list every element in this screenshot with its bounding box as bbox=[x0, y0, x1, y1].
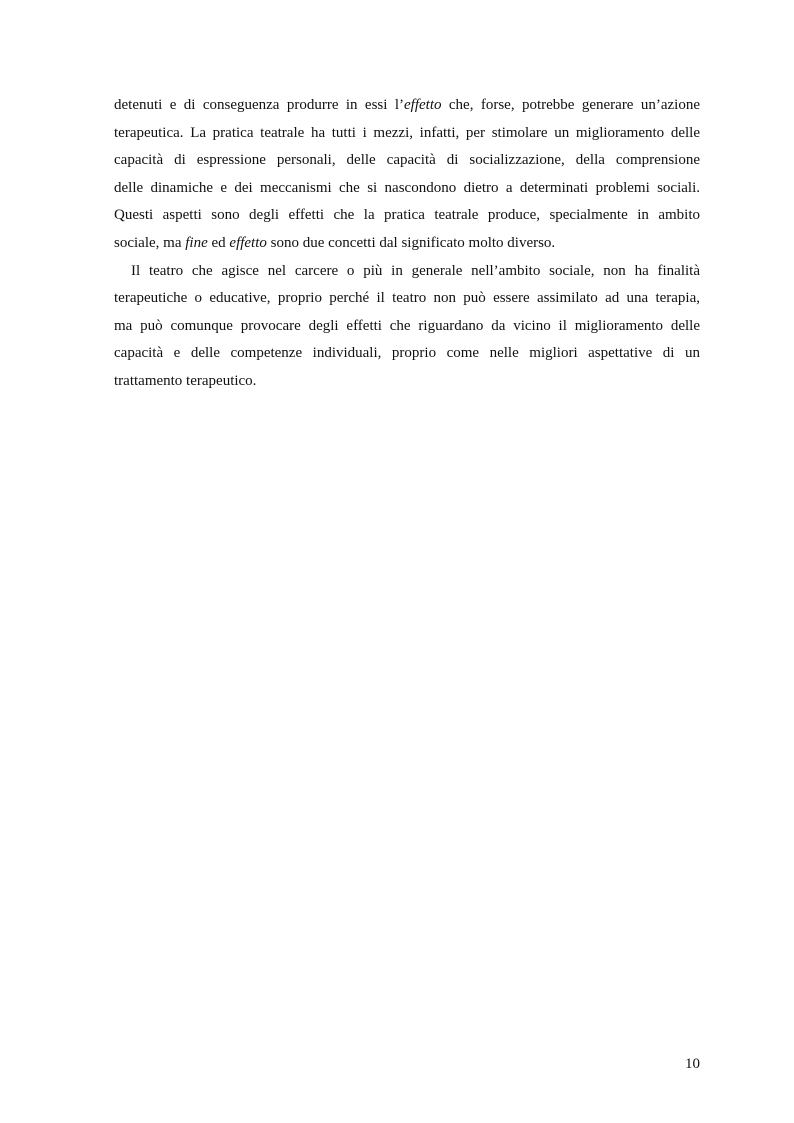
body-text bbox=[114, 92, 700, 396]
italic-text: fine bbox=[185, 234, 208, 251]
italic-text: effetto bbox=[229, 234, 267, 251]
paragraph bbox=[114, 92, 700, 258]
text-segment: che, forse, potrebbe generare un’azione bbox=[441, 97, 700, 113]
text-line bbox=[114, 147, 700, 175]
text-line bbox=[114, 120, 700, 148]
text-line bbox=[114, 230, 700, 258]
text-line bbox=[114, 92, 700, 120]
text-line bbox=[114, 202, 700, 230]
text-segment: capacità e delle competenze individuali, proprio come nelle migliori aspettative di un bbox=[114, 345, 700, 362]
text-line bbox=[114, 285, 700, 313]
text-segment: terapeutiche o educative, proprio perché il teatro non può essere assimilato ad una terapia, bbox=[114, 290, 700, 307]
text-line bbox=[114, 368, 700, 396]
text-segment: sociale, ma bbox=[114, 234, 186, 251]
text-segment: Il teatro che agisce nel carcere o più in generale nell’ambito sociale, non ha finalità bbox=[131, 262, 700, 279]
text-segment: ed bbox=[207, 234, 230, 251]
text-line bbox=[114, 175, 700, 203]
text-segment: trattamento terapeutico. bbox=[114, 372, 257, 389]
text-segment: ma può comunque provocare degli effetti che riguardano da vicino il miglioramento delle bbox=[114, 317, 700, 334]
paragraph bbox=[114, 258, 700, 396]
page-number: 10 bbox=[685, 1056, 700, 1072]
text-line bbox=[114, 258, 700, 286]
text-line bbox=[114, 340, 700, 368]
text-segment: detenuti e di conseguenza produrre in essi l’ bbox=[114, 97, 404, 113]
text-segment: delle dinamiche e dei meccanismi che si nascondono dietro a determinati problemi sociali. bbox=[114, 179, 700, 196]
text-segment: sono due concetti dal significato molto diverso. bbox=[266, 234, 556, 251]
italic-text: effetto bbox=[404, 97, 442, 113]
text-segment: capacità di espressione personali, delle capacità di socializzazione, della comprensione bbox=[114, 152, 700, 169]
text-line bbox=[114, 313, 700, 341]
text-segment: terapeutica. La pratica teatrale ha tutti i mezzi, infatti, per stimolare un miglioramento delle bbox=[114, 124, 700, 141]
text-segment: Questi aspetti sono degli effetti che la pratica teatrale produce, specialmente in ambito bbox=[114, 207, 700, 224]
